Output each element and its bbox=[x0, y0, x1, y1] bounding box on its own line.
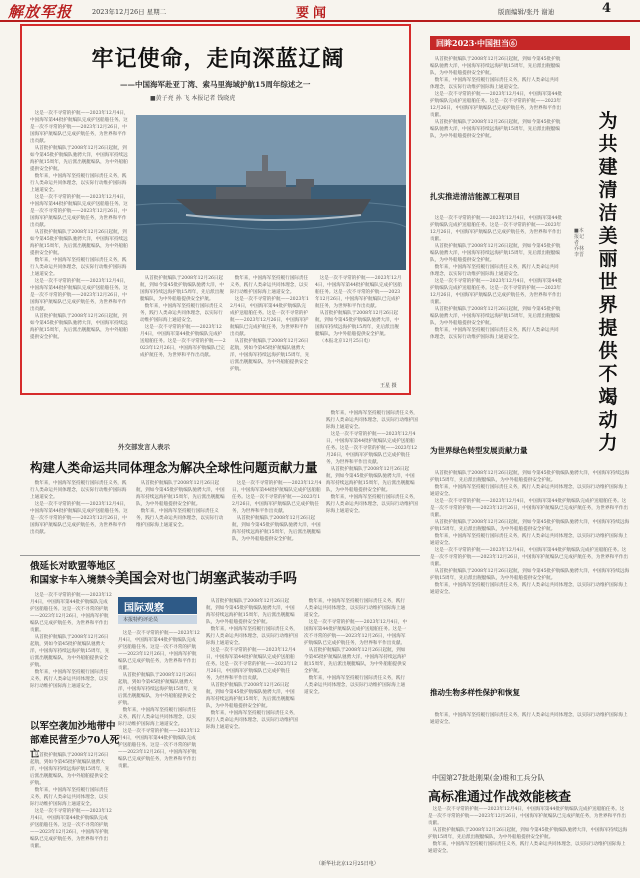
lead-paragraph: 数年来，中国海军坚持履行国际责任义务，践行人类命运共同体理念，以实际行动维护国际海上通道安全。 bbox=[230, 276, 309, 295]
lead-paragraph: 这是一次不寻常的护航——2023年12月4日，中国海军第44批护航编队完成护送船舶任务。这是一次不寻常的护航——2023年12月26日，中国海军护航编队已完成护航任务，为世界和平作出贡献。 bbox=[30, 111, 129, 144]
intl-tag-label: 国际观察 bbox=[124, 603, 164, 614]
lead-text-column-2 bbox=[140, 275, 226, 390]
dispatch-note: （新华社北京12月25日电） bbox=[316, 861, 379, 867]
commentary-paragraph: 数年来，中国海军坚持履行国际责任义务，践行人类命运共同体理念，以实际行动维护国际海上通道安全。 bbox=[304, 599, 406, 618]
mid-paragraph: 这是一次不寻常的护航——2023年12月4日，中国海军第44批护航编队完成护送船舶任务。这是一次不寻常的护航——2023年12月26日，中国海军护航编队已完成护航任务，为世界和平作出贡献。 bbox=[232, 481, 322, 514]
lead-paragraph: 数年来，中国海军坚持履行国际责任义务，践行人类命运共同体理念，以实际行动维护国际海上通道安全。 bbox=[30, 174, 127, 193]
right-subhead-2: 为世界绿色转型发展贡献力量 bbox=[430, 446, 528, 455]
intl-subtag bbox=[118, 615, 197, 624]
news-brief-headline-1[interactable]: 俄延长对欧盟等地区和国家卡车入境禁令 bbox=[30, 561, 116, 586]
divider bbox=[20, 555, 420, 556]
right-paragraph: 数年来，中国海军坚持履行国际责任义务，践行人类命运共同体理念，以实际行动维护国际海上通道安全。 bbox=[430, 328, 559, 340]
lead-paragraph: 从首批护航编队于2008年12月26日起航，到如今第45批护航编队驰骋大洋，中国海军持续远海护航15周年，先后派出舰艇编队，为中外船舶提供安全护航。 bbox=[230, 339, 310, 372]
lead-headline[interactable]: 牢记使命，走向深蓝辽阔 bbox=[91, 46, 345, 72]
intl-subtag-label: 本报特约评论员 bbox=[123, 617, 159, 623]
lead-text-column-4 bbox=[315, 275, 403, 380]
right-paragraph: 数年来，中国海军坚持履行国际责任义务，践行人类命运共同体理念，以实际行动维护国际海上通道安全。 bbox=[430, 78, 559, 90]
lead-paragraph: 这是一次不寻常的护航——2023年12月4日，中国海军第44批护航编队完成护送船舶任务。这是一次不寻常的护航——2023年12月26日，中国海军护航编队已完成护航任务，为世界和平作出贡献。 bbox=[230, 297, 309, 337]
commentary-paragraph: 这是一次不寻常的护航——2023年12月4日，中国海军第44批护航编队完成护送船舶任务。这是一次不寻常的护航——2023年12月26日，中国海军护航编队已完成护航任务，为世界和平作出贡献。 bbox=[206, 648, 298, 681]
peacekeeping-headline[interactable]: 高标准通过作战效能核查 bbox=[428, 790, 572, 805]
right-paragraph: 数年来，中国海军坚持履行国际责任义务，践行人类命运共同体理念，以实际行动维护国际海上通道安全。 bbox=[430, 485, 628, 497]
right-headline[interactable]: 为共建清洁美丽世界提供不竭动力 bbox=[598, 110, 618, 454]
lead-byline: ■黄子亮 孙 飞 本报记者 钱晓虎 bbox=[150, 95, 236, 102]
mid-paragraph: 从首批护航编队于2008年12月26日起航，到如今第45批护航编队驰骋大洋，中国海军持续远海护航15周年，先后派出舰艇编队，为中外船舶提供安全护航。 bbox=[136, 481, 225, 507]
lead-paragraph: 这是一次不寻常的护航——2023年12月4日，中国海军第44批护航编队完成护送船舶任务。这是一次不寻常的护航——2023年12月26日，中国海军护航编队已完成护航任务，为世界和平作出贡献。 bbox=[30, 279, 129, 312]
spokesperson-text-3 bbox=[232, 480, 322, 550]
mid-paragraph: 数年来，中国海军坚持履行国际责任义务，践行人类命运共同体理念，以实际行动维护国际海上通道安全。 bbox=[326, 495, 418, 514]
right-paragraph: 从首批护航编队于2008年12月26日起航，到如今第45批护航编队驰骋大洋，中国海军持续远海护航15周年，先后派出舰艇编队，为中外船舶提供安全护航。 bbox=[430, 57, 561, 76]
series-banner-label: 回眸2023·中国担当⑥ bbox=[436, 38, 518, 48]
newspaper-logo: 解放军报 bbox=[8, 3, 73, 21]
warship-photo bbox=[136, 115, 406, 270]
peacekeeping-paragraph: 从首批护航编队于2008年12月26日起航，到如今第45批护航编队驰骋大洋，中国海军持续远海护航15周年，先后派出舰艇编队，为中外船舶提供安全护航。 bbox=[428, 828, 628, 840]
spokesperson-text-2 bbox=[136, 480, 226, 550]
right-text-lower bbox=[430, 470, 630, 675]
commentary-paragraph: 数年来，中国海军坚持履行国际责任义务，践行人类命运共同体理念，以实际行动维护国际海上通道安全。 bbox=[206, 711, 298, 730]
commentary-paragraph: 数年来，中国海军坚持履行国际责任义务，践行人类命运共同体理念，以实际行动维护国际海上通道安全。 bbox=[118, 708, 197, 727]
dateline: 2023年12月26日 星期二 bbox=[92, 8, 167, 16]
brief-paragraph: 从首批护航编队于2008年12月26日起航，到如今第45批护航编队驰骋大洋，中国海军持续远海护航15周年，先后派出舰艇编队，为中外船舶提供安全护航。 bbox=[30, 635, 110, 668]
commentary-paragraph: 这是一次不寻常的护航——2023年12月4日，中国海军第44批护航编队完成护送船舶任务。这是一次不寻常的护航——2023年12月26日，中国海军护航编队已完成护航任务，为世界和平作出贡献。 bbox=[118, 631, 200, 671]
commentary-paragraph: 数年来，中国海军坚持履行国际责任义务，践行人类命运共同体理念，以实际行动维护国际海上通道安全。 bbox=[304, 676, 406, 695]
lead-paragraph: 从首批护航编队于2008年12月26日起航，到如今第45批护航编队驰骋大洋，中国海军持续远海护航15周年，先后派出舰艇编队，为中外船舶提供安全护航。 bbox=[30, 314, 128, 340]
right-paragraph: 这是一次不寻常的护航——2023年12月4日，中国海军第44批护航编队完成护送船舶任务。这是一次不寻常的护航——2023年12月26日，中国海军护航编队已完成护航任务，为世界和平作出贡献。 bbox=[430, 92, 562, 118]
mid-paragraph: 从首批护航编队于2008年12月26日起航，到如今第45批护航编队驰骋大洋，中国海军持续远海护航15周年，先后派出舰艇编队，为中外船舶提供安全护航。 bbox=[232, 516, 321, 542]
editors-line: 版面编辑/张丹 谢迪 bbox=[498, 8, 555, 16]
peacekeeping-paragraph: 这是一次不寻常的护航——2023年12月4日，中国海军第44批护航编队完成护送船舶任务。这是一次不寻常的护航——2023年12月26日，中国海军护航编队已完成护航任务，为世界和平作出贡献。 bbox=[428, 807, 626, 826]
lead-paragraph: 从首批护航编队于2008年12月26日起航，到如今第45批护航编队驰骋大洋，中国海军持续远海护航15周年，先后派出舰艇编队，为中外船舶提供安全护航。 bbox=[140, 276, 224, 302]
news-brief-text-1 bbox=[30, 592, 112, 712]
commentary-paragraph: 从首批护航编队于2008年12月26日起航，到如今第45批护航编队驰骋大洋，中国海军持续远海护航15周年，先后派出舰艇编队，为中外船舶提供安全护航。 bbox=[304, 648, 407, 674]
commentary-paragraph: 这是一次不寻常的护航——2023年12月4日，中国海军第44批护航编队完成护送船舶任务。这是一次不寻常的护航——2023年12月26日，中国海军护航编队已完成护航任务，为世界和平作出贡献。 bbox=[304, 620, 408, 646]
lead-paragraph: （本报北京12月25日电） bbox=[319, 339, 373, 344]
commentary-text-3 bbox=[304, 598, 408, 856]
commentary-paragraph: 从首批护航编队于2008年12月26日起航，到如今第45批护航编队驰骋大洋，中国海军持续远海护航15周年，先后派出舰艇编队，为中外船舶提供安全护航。 bbox=[206, 683, 295, 709]
commentary-text-2 bbox=[206, 598, 298, 870]
lead-paragraph: 这是一次不寻常的护航——2023年12月4日，中国海军第44批护航编队完成护送船舶任务。这是一次不寻常的护航——2023年12月26日，中国海军护航编队已完成护航任务，为世界和平作出贡献。 bbox=[30, 195, 129, 228]
commentary-text-1 bbox=[118, 630, 200, 870]
right-subhead-3: 推动生物多样性保护和恢复 bbox=[430, 688, 520, 697]
brief-paragraph: 这是一次不寻常的护航——2023年12月4日，中国海军第44批护航编队完成护送船舶任务。这是一次不寻常的护航——2023年12月26日，中国海军护航编队已完成护航任务，为世界和平作出贡献。 bbox=[30, 593, 112, 633]
lead-paragraph: 从首批护航编队于2008年12月26日起航，到如今第45批护航编队驰骋大洋，中国海军持续远海护航15周年，先后派出舰艇编队，为中外船舶提供安全护航。 bbox=[30, 230, 128, 256]
right-paragraph: 数年来，中国海军坚持履行国际责任义务，践行人类命运共同体理念，以实际行动维护国际海上通道安全。 bbox=[430, 583, 628, 595]
page-number: 4 bbox=[602, 1, 612, 16]
commentary-headline[interactable]: 美国会对也门胡塞武装动手吗 bbox=[115, 571, 297, 587]
lead-paragraph: 数年来，中国海军坚持履行国际责任义务，践行人类命运共同体理念，以实际行动维护国际海上通道安全。 bbox=[140, 304, 223, 323]
brief-paragraph: 数年来，中国海军坚持履行国际责任义务，践行人类命运共同体理念，以实际行动维护国际海上通道安全。 bbox=[30, 788, 109, 807]
lead-paragraph: 这是一次不寻常的护航——2023年12月4日，中国海军第44批护航编队完成护送船舶任务。这是一次不寻常的护航——2023年12月26日，中国海军护航编队已完成护航任务，为世界和平作出贡献。 bbox=[315, 276, 402, 309]
mid-paragraph: 数年来，中国海军坚持履行国际责任义务，践行人类命运共同体理念，以实际行动维护国际海上通道安全。 bbox=[136, 509, 224, 528]
right-paragraph: 这是一次不寻常的护航——2023年12月4日，中国海军第44批护航编队完成护送船舶任务。这是一次不寻常的护航——2023年12月26日，中国海军护航编队已完成护航任务，为世界和平作出贡献。 bbox=[430, 279, 562, 305]
right-text-bottom bbox=[430, 712, 630, 752]
right-paragraph: 从首批护航编队于2008年12月26日起航，到如今第45批护航编队驰骋大洋，中国海军持续远海护航15周年，先后派出舰艇编队，为中外船舶提供安全护航。 bbox=[430, 244, 561, 263]
right-paragraph: 数年来，中国海军坚持履行国际责任义务，践行人类命运共同体理念，以实际行动维护国际海上通道安全。 bbox=[430, 713, 628, 725]
spokesperson-kicker: 外交部发言人表示 bbox=[118, 443, 170, 451]
peacekeeping-paragraph: 数年来，中国海军坚持履行国际责任义务，践行人类命运共同体理念，以实际行动维护国际海上通道安全。 bbox=[428, 842, 626, 854]
right-paragraph: 这是一次不寻常的护航——2023年12月4日，中国海军第44批护航编队完成护送船舶任务。这是一次不寻常的护航——2023年12月26日，中国海军护航编队已完成护航任务，为世界和平作出贡献。 bbox=[430, 499, 628, 518]
right-paragraph: 从首批护航编队于2008年12月26日起航，到如今第45批护航编队驰骋大洋，中国海军持续远海护航15周年，先后派出舰艇编队，为中外船舶提供安全护航。 bbox=[430, 307, 561, 326]
peacekeeping-text bbox=[428, 806, 628, 872]
right-paragraph: 数年来，中国海军坚持履行国际责任义务，践行人类命运共同体理念，以实际行动维护国际海上通道安全。 bbox=[430, 534, 628, 546]
news-brief-text-2 bbox=[30, 752, 112, 870]
news-brief-headline-2[interactable]: 以军空袭加沙地带中部难民营至少70人死亡 bbox=[30, 721, 120, 760]
spokesperson-text-1 bbox=[30, 480, 130, 550]
commentary-paragraph: 从首批护航编队于2008年12月26日起航，到如今第45批护航编队驰骋大洋，中国海军持续远海护航15周年，先后派出舰艇编队，为中外船舶提供安全护航。 bbox=[206, 599, 295, 625]
right-paragraph: 这是一次不寻常的护航——2023年12月4日，中国海军第44批护航编队完成护送船舶任务。这是一次不寻常的护航——2023年12月26日，中国海军护航编队已完成护航任务，为世界和平作出贡献。 bbox=[430, 216, 562, 242]
lead-subtitle: ——中国海军赴亚丁湾、索马里海域护航15周年综述之一 bbox=[120, 80, 311, 89]
lead-paragraph: 从首批护航编队于2008年12月26日起航，到如今第45批护航编队驰骋大洋，中国海军持续远海护航15周年，先后派出舰艇编队，为中外船舶提供安全护航。 bbox=[30, 146, 128, 172]
warship-illustration bbox=[136, 115, 406, 270]
brief-paragraph: 这是一次不寻常的护航——2023年12月4日，中国海军第44批护航编队完成护送船舶任务。这是一次不寻常的护航——2023年12月26日，中国海军护航编队已完成护航任务，为世界和平作出贡献。 bbox=[30, 809, 112, 849]
mid-paragraph: 数年来，中国海军坚持履行国际责任义务，践行人类命运共同体理念，以实际行动维护国际海上通道安全。 bbox=[30, 481, 127, 500]
peacekeeping-kicker: 中国第27批赴刚果(金)维和工兵分队 bbox=[432, 774, 545, 782]
right-paragraph: 数年来，中国海军坚持履行国际责任义务，践行人类命运共同体理念，以实际行动维护国际海上通道安全。 bbox=[430, 265, 559, 277]
series-banner bbox=[430, 36, 630, 50]
commentary-paragraph: 从首批护航编队于2008年12月26日起航，到如今第45批护航编队驰骋大洋，中国海军持续远海护航15周年，先后派出舰艇编队，为中外船舶提供安全护航。 bbox=[118, 673, 198, 706]
lead-paragraph: 这是一次不寻常的护航——2023年12月4日，中国海军第44批护航编队完成护送船舶任务。这是一次不寻常的护航——2023年12月26日，中国海军护航编队已完成护航任务，为世界和平作出贡献。 bbox=[140, 325, 226, 358]
right-text-top bbox=[430, 56, 562, 181]
photo-credit: 王星 摄 bbox=[380, 383, 397, 389]
right-paragraph: 这是一次不寻常的护航——2023年12月4日，中国海军第44批护航编队完成护送船舶任务。这是一次不寻常的护航——2023年12月26日，中国海军护航编队已完成护航任务，为世界和平作出贡献。 bbox=[430, 548, 628, 567]
spokesperson-headline[interactable]: 构建人类命运共同体理念为解决全球性问题贡献力量 bbox=[30, 460, 318, 475]
lead-paragraph: 从首批护航编队于2008年12月26日起航，到如今第45批护航编队驰骋大洋，中国海军持续远海护航15周年，先后派出舰艇编队，为中外船舶提供安全护航。 bbox=[315, 311, 399, 337]
commentary-paragraph: 数年来，中国海军坚持履行国际责任义务，践行人类命运共同体理念，以实际行动维护国际海上通道安全。 bbox=[206, 627, 298, 646]
right-paragraph: 从首批护航编队于2008年12月26日起航，到如今第45批护航编队驰骋大洋，中国海军持续远海护航15周年，先后派出舰艇编队，为中外船舶提供安全护航。 bbox=[430, 120, 561, 139]
brief-paragraph: 数年来，中国海军坚持履行国际责任义务，践行人类命运共同体理念，以实际行动维护国际海上通道安全。 bbox=[30, 670, 109, 689]
right-paragraph: 从首批护航编队于2008年12月26日起航，到如今第45批护航编队驰骋大洋，中国海军持续远海护航15周年，先后派出舰艇编队，为中外船舶提供安全护航。 bbox=[430, 569, 630, 581]
lead-text-column-1 bbox=[30, 110, 130, 350]
spokesperson-text-4 bbox=[326, 410, 418, 550]
section-title: 要闻 bbox=[296, 6, 331, 21]
commentary-paragraph: 这是一次不寻常的护航——2023年12月4日，中国海军第44批护航编队完成护送船舶任务。这是一次不寻常的护航——2023年12月26日，中国海军护航编队已完成护航任务，为世界和平作出贡献。 bbox=[118, 729, 200, 769]
mid-paragraph: 这是一次不寻常的护航——2023年12月4日，中国海军第44批护航编队完成护送船舶任务。这是一次不寻常的护航——2023年12月26日，中国海军护航编队已完成护航任务，为世界和平作出贡献。 bbox=[30, 502, 129, 535]
brief-paragraph: 从首批护航编队于2008年12月26日起航，到如今第45批护航编队驰骋大洋，中国海军持续远海护航15周年，先后派出舰艇编队，为中外船舶提供安全护航。 bbox=[30, 753, 110, 786]
lead-text-column-3 bbox=[230, 275, 310, 390]
mid-paragraph: 数年来，中国海军坚持履行国际责任义务，践行人类命运共同体理念，以实际行动维护国际海上通道安全。 bbox=[326, 411, 418, 430]
right-subhead-1: 扎实推进清洁能源工程项目 bbox=[430, 192, 520, 201]
right-text-mid bbox=[430, 215, 562, 440]
mid-paragraph: 这是一次不寻常的护航——2023年12月4日，中国海军第44批护航编队完成护送船舶任务。这是一次不寻常的护航——2023年12月26日，中国海军护航编队已完成护航任务，为世界和平作出贡献。 bbox=[326, 432, 418, 465]
right-paragraph: 从首批护航编队于2008年12月26日起航，到如今第45批护航编队驰骋大洋，中国海军持续远海护航15周年，先后派出舰艇编队，为中外船舶提供安全护航。 bbox=[430, 520, 630, 532]
right-paragraph: 从首批护航编队于2008年12月26日起航，到如今第45批护航编队驰骋大洋，中国海军持续远海护航15周年，先后派出舰艇编队，为中外船舶提供安全护航。 bbox=[430, 471, 630, 483]
intl-observation-tag bbox=[118, 597, 197, 614]
right-byline: ■本报记者 乔林 李晋 bbox=[574, 228, 585, 258]
lead-paragraph: 数年来，中国海军坚持履行国际责任义务，践行人类命运共同体理念，以实际行动维护国际海上通道安全。 bbox=[30, 258, 127, 277]
mid-paragraph: 从首批护航编队于2008年12月26日起航，到如今第45批护航编队驰骋大洋，中国海军持续远海护航15周年，先后派出舰艇编队，为中外船舶提供安全护航。 bbox=[326, 467, 415, 493]
